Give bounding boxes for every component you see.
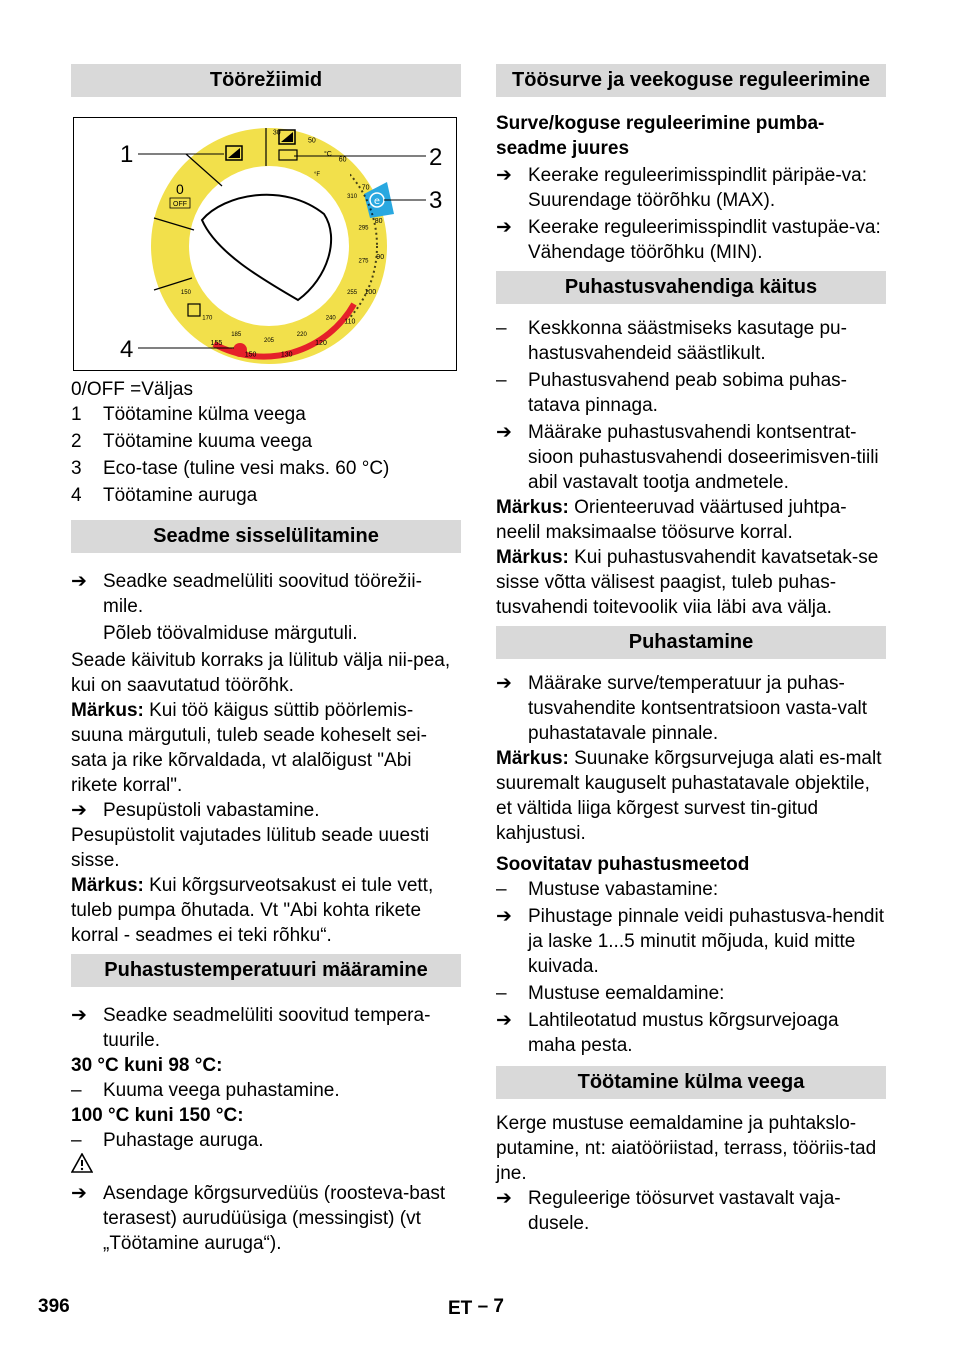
arrow-icon: ➔ — [496, 1010, 512, 1031]
section-heading-operating-modes: Töörežiimid — [71, 64, 461, 97]
mode-dial-figure — [73, 117, 457, 371]
scale-c-label: 130 — [280, 351, 293, 359]
dash-bullet: – — [71, 1130, 82, 1151]
instruction: ➔ Keerake reguleerimisspindlit vastupäe-va: Vähendage töörõhku (MIN). — [496, 217, 881, 263]
scale-f-label: 220 — [296, 332, 307, 339]
section-heading-pressure: Töösurve ja veekoguse reguleerimine — [496, 64, 886, 97]
section-heading-cold-water: Töötamine külma veega — [496, 1066, 886, 1099]
arrow-icon: ➔ — [71, 1005, 87, 1026]
dash-bullet: – — [496, 318, 507, 339]
instruction: ➔ Määrake puhastusvahendi kontsentrat-sioon puhastusvahendi doseerimisven-tiili abil vastavalt tootja andmetele. — [496, 422, 879, 493]
arrow-icon: ➔ — [71, 1183, 87, 1204]
legend-item-2: 2 Töötamine kuuma veega — [71, 431, 313, 452]
arrow-icon: ➔ — [496, 422, 512, 443]
list-item: – Keskkonna säästmiseks kasutage pu-hastusvahendeid säästlikult. — [496, 318, 847, 364]
scale-f-label: 185 — [231, 332, 242, 339]
scale-f-label: 295 — [358, 225, 369, 232]
dash-bullet: – — [496, 879, 507, 900]
dash-bullet: – — [71, 1080, 82, 1101]
arrow-icon: ➔ — [496, 165, 512, 186]
scale-c-label: 80 — [374, 218, 383, 226]
warning-icon — [71, 1153, 461, 1181]
scale-f-label: 205 — [263, 338, 275, 344]
paragraph: Kerge mustuse eemaldamine ja puhtakslo-putamine, nt: aiatööriistad, terrass, tööriis-tad jne. — [496, 1113, 877, 1184]
section-heading-detergent: Puhastusvahendiga käitus — [496, 271, 886, 304]
instruction: ➔ Keerake reguleerimisspindlit päripäe-va: Suurendage töörõhku (MAX). — [496, 165, 868, 211]
dash-bullet: – — [496, 370, 507, 391]
scale-c-label: 60 — [338, 156, 347, 164]
list-item: – Mustuse eemaldamine: — [496, 983, 725, 1004]
scale-c-label: 100 — [364, 288, 377, 296]
scale-c-label: 150 — [244, 351, 257, 359]
scale-f-label: 150 — [180, 290, 191, 296]
section-heading-temperature: Puhastustemperatuuri määramine — [71, 954, 461, 987]
scale-f-label: 310 — [347, 194, 358, 200]
callout-4: 4 — [120, 336, 134, 363]
page-number: 396 — [38, 1296, 70, 1317]
scale-c-label: 120 — [315, 340, 327, 348]
arrow-icon: ➔ — [496, 1188, 512, 1209]
note: Märkus: Kui kõrgsurveotsakust ei tule vett, tuleb pumpa õhutada. Vt "Abi kohta rikete korral - seadmes ei teki rõhku“. — [71, 875, 434, 946]
arrow-icon: ➔ — [496, 906, 512, 927]
scale-f-label: 255 — [347, 290, 358, 296]
legend-off-key: 0/OFF = — [71, 379, 142, 400]
arrow-icon: ➔ — [496, 673, 512, 694]
instruction: ➔ Seadke seadmelüliti soovitud tempera-tuurile. — [71, 1005, 431, 1051]
scale-f-label: 275 — [358, 258, 369, 265]
subheading: Soovitatav puhastusmeetod — [496, 854, 750, 875]
temp-range-heading: 100 °C kuni 150 °C: — [71, 1105, 244, 1126]
left-column — [71, 64, 461, 1256]
scale-c-label: 155 — [210, 339, 223, 347]
instruction: ➔ Pesupüstoli vabastamine. — [71, 800, 320, 821]
instruction: ➔ Lahtileotatud mustus kõrgsurvejoaga maha pesta. — [496, 1010, 839, 1056]
section-heading-switch-on: Seadme sisselülitamine — [71, 520, 461, 553]
legend-off — [71, 377, 461, 402]
dial-off-value: 0 — [176, 181, 184, 197]
section-heading-cleaning: Puhastamine — [496, 626, 886, 659]
scale-c-label: 70 — [361, 184, 370, 192]
note: Märkus: Kui töö käigus süttib pöörlemis-suuna märgutuli, tuleb seade koheselt sei-sata ja rike kõrvaldada, vt alalõigust "Abi rikete korral". — [71, 700, 427, 796]
arrow-icon: ➔ — [71, 571, 87, 592]
result-text: Põleb töövalmiduse märgutuli. — [103, 623, 358, 644]
legend-item-1: 1 Töötamine külma veega — [71, 404, 306, 425]
scale-c-label: 30 — [272, 129, 281, 137]
instruction: ➔ Määrake surve/temperatuur ja puhas-tusvahendite kontsentratsioon vasta-valt puhastatavale pinnale. — [496, 673, 868, 744]
scale-f-label: 240 — [325, 315, 336, 322]
legend-item-4: 4 Töötamine auruga — [71, 485, 258, 506]
arrow-icon: ➔ — [496, 217, 512, 238]
list-item: – Puhastusvahend peab sobima puhas-tatava pinnaga. — [496, 370, 848, 416]
eco-symbol: e — [373, 196, 381, 207]
unit-c: °C — [324, 151, 332, 158]
note: Märkus: Suunake kõrgsurvejuga alati es-malt suuremalt kauguselt puhastatavale objektile, et vältida liiga kõrgest survest tin-gitud kahjustusi. — [496, 748, 882, 844]
scale-f-label: 170 — [202, 315, 213, 322]
instruction: ➔ Seadke seadmelüliti soovitud töörežii-mile. — [71, 571, 422, 617]
legend-item-3: 3 Eco-tase (tuline vesi maks. 60 °C) — [71, 458, 390, 479]
callout-1: 1 — [120, 141, 134, 168]
callout-2: 2 — [429, 144, 443, 171]
instruction: ➔ Asendage kõrgsurvedüüs (roosteva-bast terasest) aurudüüsiga (messingist) (vt „Töötamine auruga“). — [71, 1183, 446, 1254]
callout-3: 3 — [429, 187, 443, 214]
instruction: ➔ Reguleerige töösurvet vastavalt vaja-dusele. — [496, 1188, 841, 1234]
subheading: Surve/koguse reguleerimine pumba-seadme juures — [496, 113, 825, 159]
scale-c-label: 90 — [376, 254, 385, 262]
mode-dial-diagram — [74, 118, 456, 370]
scale-c-label: 50 — [308, 137, 316, 145]
footer-language: ET – 7 — [448, 1296, 504, 1319]
unit-f: °F — [314, 172, 321, 178]
note: Märkus: Kui puhastusvahendit kavatsetak-se sisse võtta välisest paagist, tuleb puhas-tusvahendi toitevoolik viia läbi ava välja. — [496, 547, 879, 618]
dial-off-label: OFF — [173, 201, 187, 208]
arrow-icon: ➔ — [71, 800, 87, 821]
temp-range-heading: 30 °C kuni 98 °C: — [71, 1055, 223, 1076]
list-item: – Puhastage auruga. — [71, 1130, 264, 1151]
list-item: – Mustuse vabastamine: — [496, 879, 719, 900]
dash-bullet: – — [496, 983, 507, 1004]
right-column — [496, 64, 886, 1236]
list-item: – Kuuma veega puhastamine. — [71, 1080, 340, 1101]
paragraph: Seade käivitub korraks ja lülitub välja nii-pea, kui on saavutatud töörõhk. — [71, 650, 451, 696]
scale-c-label: 110 — [344, 318, 356, 326]
note: Märkus: Orienteeruvad väärtused juhtpa-neelil maksimaalse töösurve korral. — [496, 497, 847, 543]
instruction: ➔ Pihustage pinnale veidi puhastusva-hendit ja laske 1...5 minutit mõjuda, kuid mitte kuivada. — [496, 906, 884, 977]
paragraph: Pesupüstolit vajutades lülitub seade uuesti sisse. — [71, 825, 430, 871]
legend-off-value: Väljas — [141, 379, 193, 400]
